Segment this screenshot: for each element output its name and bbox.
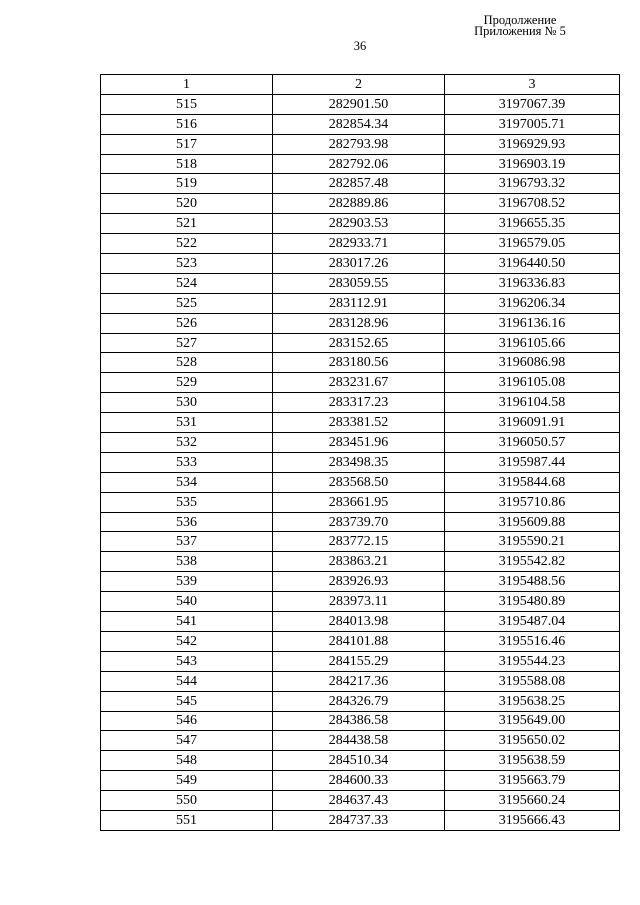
column-header-1: 1 (101, 75, 273, 95)
x-coordinate-cell: 284101.88 (273, 631, 445, 651)
y-coordinate-cell: 3195663.79 (445, 771, 620, 791)
point-number-cell: 526 (101, 313, 273, 333)
y-coordinate-cell: 3196086.98 (445, 353, 620, 373)
point-number-cell: 525 (101, 293, 273, 313)
point-number-cell: 539 (101, 572, 273, 592)
point-number-cell: 547 (101, 731, 273, 751)
table-row (101, 214, 620, 234)
y-coordinate-cell: 3195660.24 (445, 791, 620, 811)
y-coordinate-cell: 3195590.21 (445, 532, 620, 552)
x-coordinate-cell: 283059.55 (273, 273, 445, 293)
point-number-cell: 540 (101, 592, 273, 612)
continuation-label: Продолжение (483, 13, 557, 27)
appendix-continuation-header (470, 15, 570, 37)
y-coordinate-cell: 3196104.58 (445, 393, 620, 413)
x-coordinate-cell: 283568.50 (273, 472, 445, 492)
x-coordinate-cell: 283772.15 (273, 532, 445, 552)
table-row (101, 751, 620, 771)
table-row (101, 94, 620, 114)
table-row (101, 134, 620, 154)
y-coordinate-cell: 3196105.66 (445, 333, 620, 353)
column-header-2: 2 (273, 75, 445, 95)
point-number-cell: 521 (101, 214, 273, 234)
x-coordinate-cell: 282857.48 (273, 174, 445, 194)
table-row (101, 532, 620, 552)
y-coordinate-cell: 3196929.93 (445, 134, 620, 154)
x-coordinate-cell: 283451.96 (273, 433, 445, 453)
table-row (101, 254, 620, 274)
point-number-cell: 517 (101, 134, 273, 154)
y-coordinate-cell: 3195844.68 (445, 472, 620, 492)
point-number-cell: 531 (101, 413, 273, 433)
page-number: 36 (353, 39, 367, 53)
x-coordinate-cell: 282901.50 (273, 94, 445, 114)
x-coordinate-cell: 284386.58 (273, 711, 445, 731)
coordinates-table (100, 74, 620, 831)
appendix-label: Приложения № 5 (474, 24, 566, 38)
x-coordinate-cell: 284510.34 (273, 751, 445, 771)
point-number-cell: 519 (101, 174, 273, 194)
x-coordinate-cell: 284013.98 (273, 612, 445, 632)
x-coordinate-cell: 283017.26 (273, 254, 445, 274)
table-row (101, 552, 620, 572)
y-coordinate-cell: 3197067.39 (445, 94, 620, 114)
y-coordinate-cell: 3195666.43 (445, 810, 620, 830)
point-number-cell: 516 (101, 114, 273, 134)
table-row (101, 313, 620, 333)
point-number-cell: 533 (101, 452, 273, 472)
point-number-cell: 545 (101, 691, 273, 711)
y-coordinate-cell: 3195638.59 (445, 751, 620, 771)
table-row (101, 293, 620, 313)
table-row (101, 333, 620, 353)
x-coordinate-cell: 284737.33 (273, 810, 445, 830)
x-coordinate-cell: 282792.06 (273, 154, 445, 174)
point-number-cell: 529 (101, 373, 273, 393)
x-coordinate-cell: 284600.33 (273, 771, 445, 791)
x-coordinate-cell: 284217.36 (273, 671, 445, 691)
point-number-cell: 548 (101, 751, 273, 771)
table-row (101, 711, 620, 731)
x-coordinate-cell: 283112.91 (273, 293, 445, 313)
x-coordinate-cell: 283926.93 (273, 572, 445, 592)
point-number-cell: 524 (101, 273, 273, 293)
table-row (101, 194, 620, 214)
table-row (101, 154, 620, 174)
table-row (101, 791, 620, 811)
point-number-cell: 538 (101, 552, 273, 572)
point-number-cell: 536 (101, 512, 273, 532)
y-coordinate-cell: 3196793.32 (445, 174, 620, 194)
table-row (101, 771, 620, 791)
y-coordinate-cell: 3196105.08 (445, 373, 620, 393)
table-row (101, 353, 620, 373)
x-coordinate-cell: 283661.95 (273, 492, 445, 512)
y-coordinate-cell: 3196655.35 (445, 214, 620, 234)
table-header-row (101, 75, 620, 95)
table-row (101, 174, 620, 194)
point-number-cell: 532 (101, 433, 273, 453)
x-coordinate-cell: 284326.79 (273, 691, 445, 711)
x-coordinate-cell: 282889.86 (273, 194, 445, 214)
x-coordinate-cell: 283863.21 (273, 552, 445, 572)
point-number-cell: 520 (101, 194, 273, 214)
y-coordinate-cell: 3195488.56 (445, 572, 620, 592)
y-coordinate-cell: 3195544.23 (445, 651, 620, 671)
x-coordinate-cell: 282854.34 (273, 114, 445, 134)
table-body (101, 75, 620, 831)
table-row (101, 393, 620, 413)
x-coordinate-cell: 283152.65 (273, 333, 445, 353)
point-number-cell: 551 (101, 810, 273, 830)
x-coordinate-cell: 283381.52 (273, 413, 445, 433)
point-number-cell: 522 (101, 234, 273, 254)
y-coordinate-cell: 3197005.71 (445, 114, 620, 134)
table-row (101, 572, 620, 592)
y-coordinate-cell: 3195710.86 (445, 492, 620, 512)
y-coordinate-cell: 3196579.05 (445, 234, 620, 254)
y-coordinate-cell: 3195480.89 (445, 592, 620, 612)
x-coordinate-cell: 282933.71 (273, 234, 445, 254)
table-row (101, 810, 620, 830)
y-coordinate-cell: 3196091.91 (445, 413, 620, 433)
y-coordinate-cell: 3195487.04 (445, 612, 620, 632)
y-coordinate-cell: 3195609.88 (445, 512, 620, 532)
point-number-cell: 541 (101, 612, 273, 632)
y-coordinate-cell: 3196440.50 (445, 254, 620, 274)
point-number-cell: 528 (101, 353, 273, 373)
x-coordinate-cell: 282903.53 (273, 214, 445, 234)
y-coordinate-cell: 3196136.16 (445, 313, 620, 333)
y-coordinate-cell: 3195542.82 (445, 552, 620, 572)
table-row (101, 472, 620, 492)
point-number-cell: 530 (101, 393, 273, 413)
x-coordinate-cell: 283128.96 (273, 313, 445, 333)
table-row (101, 691, 620, 711)
y-coordinate-cell: 3195516.46 (445, 631, 620, 651)
table-row (101, 114, 620, 134)
x-coordinate-cell: 283180.56 (273, 353, 445, 373)
y-coordinate-cell: 3195987.44 (445, 452, 620, 472)
table-row (101, 671, 620, 691)
y-coordinate-cell: 3196336.83 (445, 273, 620, 293)
point-number-cell: 523 (101, 254, 273, 274)
point-number-cell: 546 (101, 711, 273, 731)
point-number-cell: 550 (101, 791, 273, 811)
table-row (101, 273, 620, 293)
point-number-cell: 542 (101, 631, 273, 651)
point-number-cell: 543 (101, 651, 273, 671)
table-row (101, 731, 620, 751)
x-coordinate-cell: 282793.98 (273, 134, 445, 154)
table-row (101, 452, 620, 472)
table-row (101, 512, 620, 532)
point-number-cell: 518 (101, 154, 273, 174)
table-row (101, 492, 620, 512)
point-number-cell: 535 (101, 492, 273, 512)
x-coordinate-cell: 284637.43 (273, 791, 445, 811)
x-coordinate-cell: 284438.58 (273, 731, 445, 751)
x-coordinate-cell: 284155.29 (273, 651, 445, 671)
point-number-cell: 534 (101, 472, 273, 492)
x-coordinate-cell: 283973.11 (273, 592, 445, 612)
table-row (101, 413, 620, 433)
table-row (101, 651, 620, 671)
table-row (101, 373, 620, 393)
x-coordinate-cell: 283498.35 (273, 452, 445, 472)
point-number-cell: 515 (101, 94, 273, 114)
y-coordinate-cell: 3196708.52 (445, 194, 620, 214)
table-row (101, 234, 620, 254)
x-coordinate-cell: 283231.67 (273, 373, 445, 393)
x-coordinate-cell: 283739.70 (273, 512, 445, 532)
point-number-cell: 549 (101, 771, 273, 791)
table-row (101, 631, 620, 651)
point-number-cell: 544 (101, 671, 273, 691)
y-coordinate-cell: 3195638.25 (445, 691, 620, 711)
point-number-cell: 527 (101, 333, 273, 353)
column-header-3: 3 (445, 75, 620, 95)
point-number-cell: 537 (101, 532, 273, 552)
table-row (101, 433, 620, 453)
x-coordinate-cell: 283317.23 (273, 393, 445, 413)
y-coordinate-cell: 3195588.08 (445, 671, 620, 691)
y-coordinate-cell: 3196903.19 (445, 154, 620, 174)
y-coordinate-cell: 3196050.57 (445, 433, 620, 453)
y-coordinate-cell: 3195650.02 (445, 731, 620, 751)
table-row (101, 592, 620, 612)
y-coordinate-cell: 3196206.34 (445, 293, 620, 313)
table-row (101, 612, 620, 632)
y-coordinate-cell: 3195649.00 (445, 711, 620, 731)
